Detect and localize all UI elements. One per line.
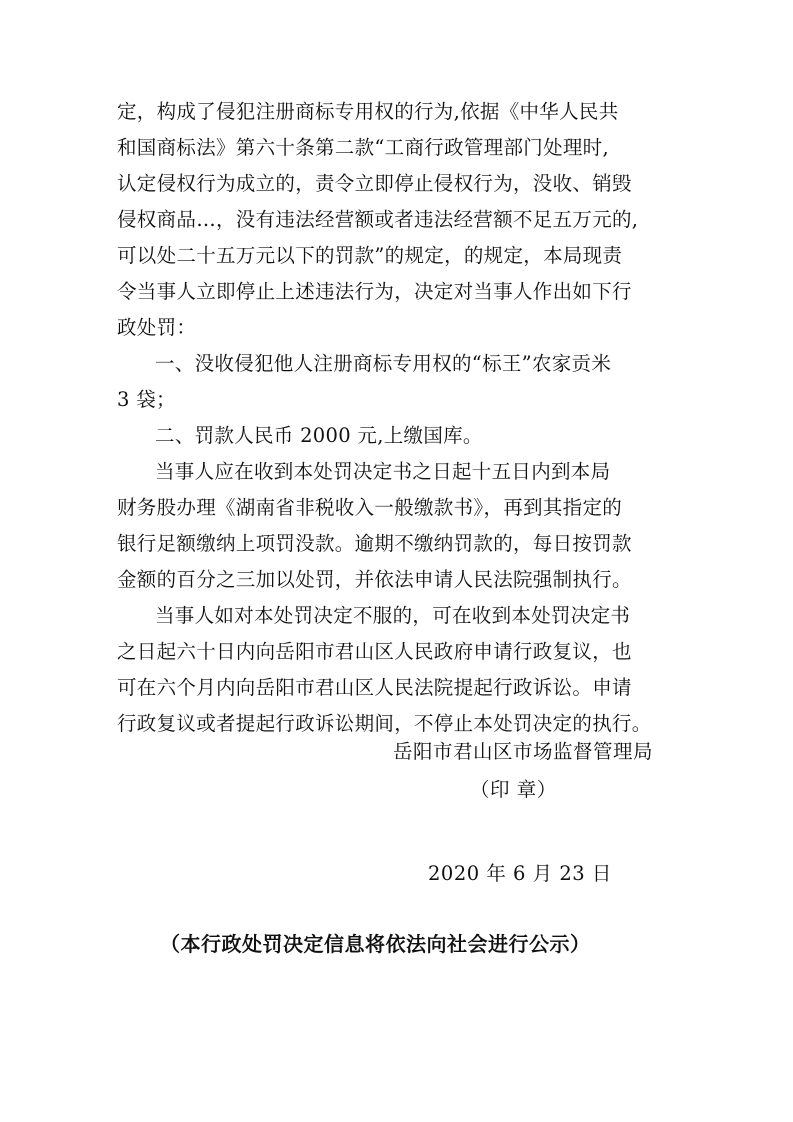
seal-label: （印 章） [470,778,557,801]
appeal-line: 行政复议或者提起行政诉讼期间，不停止本处罚决定的执行。 [117,712,652,735]
paragraph-line: 定，构成了侵犯注册商标专用权的行为,依据《中华人民共 [117,100,619,123]
payment-line: 当事人应在收到本处罚决定书之日起十五日内到本局 [155,460,611,483]
payment-line: 金额的百分之三加以处罚，并依法申请人民法院强制执行。 [117,568,632,591]
penalty-item-1: 一、没收侵犯他人注册商标专用权的“标王”农家贡米 [155,352,612,375]
paragraph-line: 和国商标法》第六十条第二款“工商行政管理部门处理时, [117,136,609,159]
paragraph-line: 侵权商品…，没有违法经营额或者违法经营额不足五万元的, [117,208,639,231]
paragraph-line: 政处罚： [117,316,197,339]
payment-line: 财务股办理《湖南省非税收入一般缴款书》，再到其指定的 [117,496,623,519]
penalty-item-2: 二、罚款人民币 2000 元,上缴国库。 [155,424,483,447]
paragraph-line: 可以处二十五万元以下的罚款”的规定，的规定，本局现责 [117,244,623,267]
paragraph-line: 令当事人立即停止上述违法行为，决定对当事人作出如下行 [117,280,632,303]
public-notice: （本行政处罚决定信息将依法向社会进行公示） [160,932,591,956]
payment-line: 银行足额缴纳上项罚没款。逾期不缴纳罚款的，每日按罚款 [117,532,632,555]
document-date: 2020 年 6 月 23 日 [428,862,612,885]
appeal-line: 当事人如对本处罚决定不服的，可在收到本处罚决定书 [155,604,631,627]
penalty-item-1-cont: 3 袋； [117,388,176,411]
paragraph-line: 认定侵权行为成立的，责令立即停止侵权行为，没收、销毁 [117,172,632,195]
issuing-authority: 岳阳市君山区市场监督管理局 [393,740,654,763]
appeal-line: 可在六个月内向岳阳市君山区人民法院提起行政诉讼。申请 [117,676,632,699]
appeal-line: 之日起六十日内向岳阳市君山区人民政府申请行政复议，也 [117,640,632,663]
